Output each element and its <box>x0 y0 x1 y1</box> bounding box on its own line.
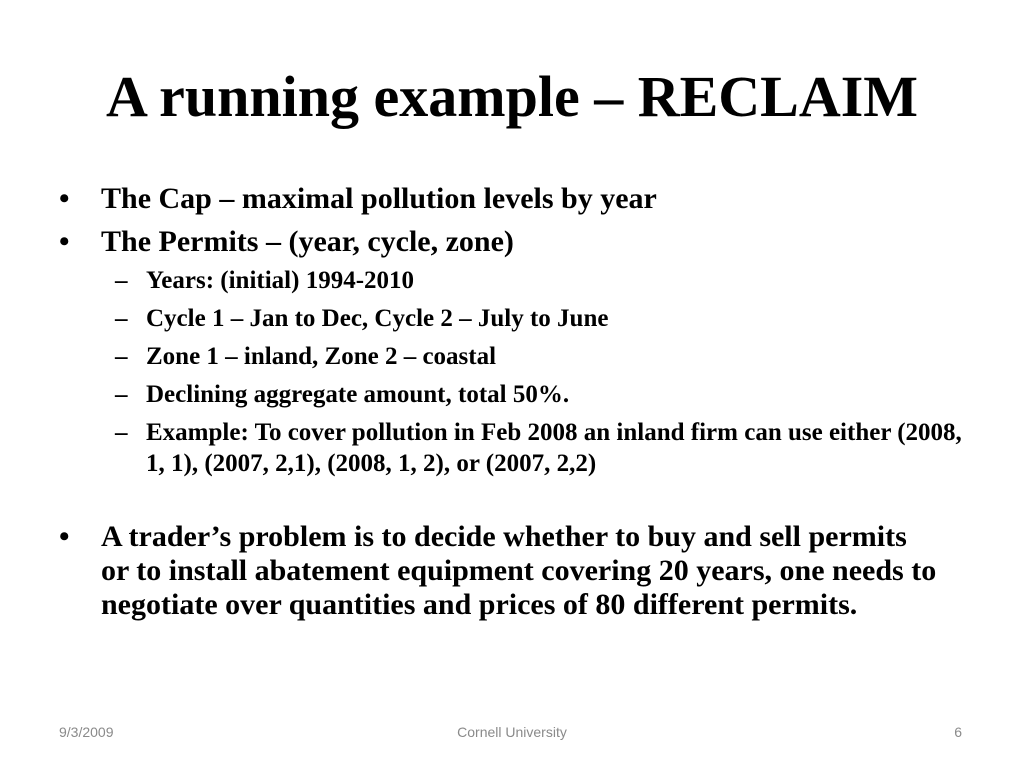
bullet-text: The Permits – (year, cycle, zone) <box>101 225 514 258</box>
sub-bullet-marker: – <box>115 343 128 370</box>
bullet-marker: • <box>59 225 70 258</box>
footer-organization: Cornell University <box>457 724 567 740</box>
sub-bullet-text: Example: To cover pollution in Feb 2008 an inland firm can use either (2008, 1, 1), (2007, 2,1), (2008, 1, 2), or (2007, 2,2) <box>146 419 962 477</box>
sub-bullet-marker: – <box>115 381 128 408</box>
sub-bullet-item <box>115 341 965 372</box>
sub-bullet-text: Declining aggregate amount, total 50%. <box>146 381 570 408</box>
bullet-item <box>59 180 939 218</box>
sub-bullet-text: Zone 1 – inland, Zone 2 – coastal <box>146 343 497 370</box>
sub-bullet-item <box>115 303 965 334</box>
footer-page-number: 6 <box>954 724 962 740</box>
sub-bullet-text: Years: (initial) 1994-2010 <box>146 267 415 294</box>
sub-bullet-marker: – <box>115 305 128 332</box>
sub-bullet-item <box>115 265 965 296</box>
bullet-marker: • <box>59 182 70 215</box>
sub-bullet-item <box>115 379 965 410</box>
sub-bullet-marker: – <box>115 267 128 294</box>
sub-bullet-marker: – <box>115 419 128 446</box>
bullet-item <box>59 223 939 261</box>
bullet-text: A trader’s problem is to decide whether to buy and sell permits or to install abatement equipment covering 20 years, one needs to negotiate over quantities and prices of 80 different permits. <box>101 520 937 621</box>
bullet-marker: • <box>59 520 70 553</box>
bullet-text: The Cap – maximal pollution levels by year <box>101 182 657 215</box>
sub-bullet-text: Cycle 1 – Jan to Dec, Cycle 2 – July to June <box>146 305 609 332</box>
bullet-item <box>59 520 939 622</box>
sub-bullet-item <box>115 417 965 479</box>
slide-title: A running example – RECLAIM <box>105 64 919 129</box>
footer-date: 9/3/2009 <box>59 724 114 740</box>
